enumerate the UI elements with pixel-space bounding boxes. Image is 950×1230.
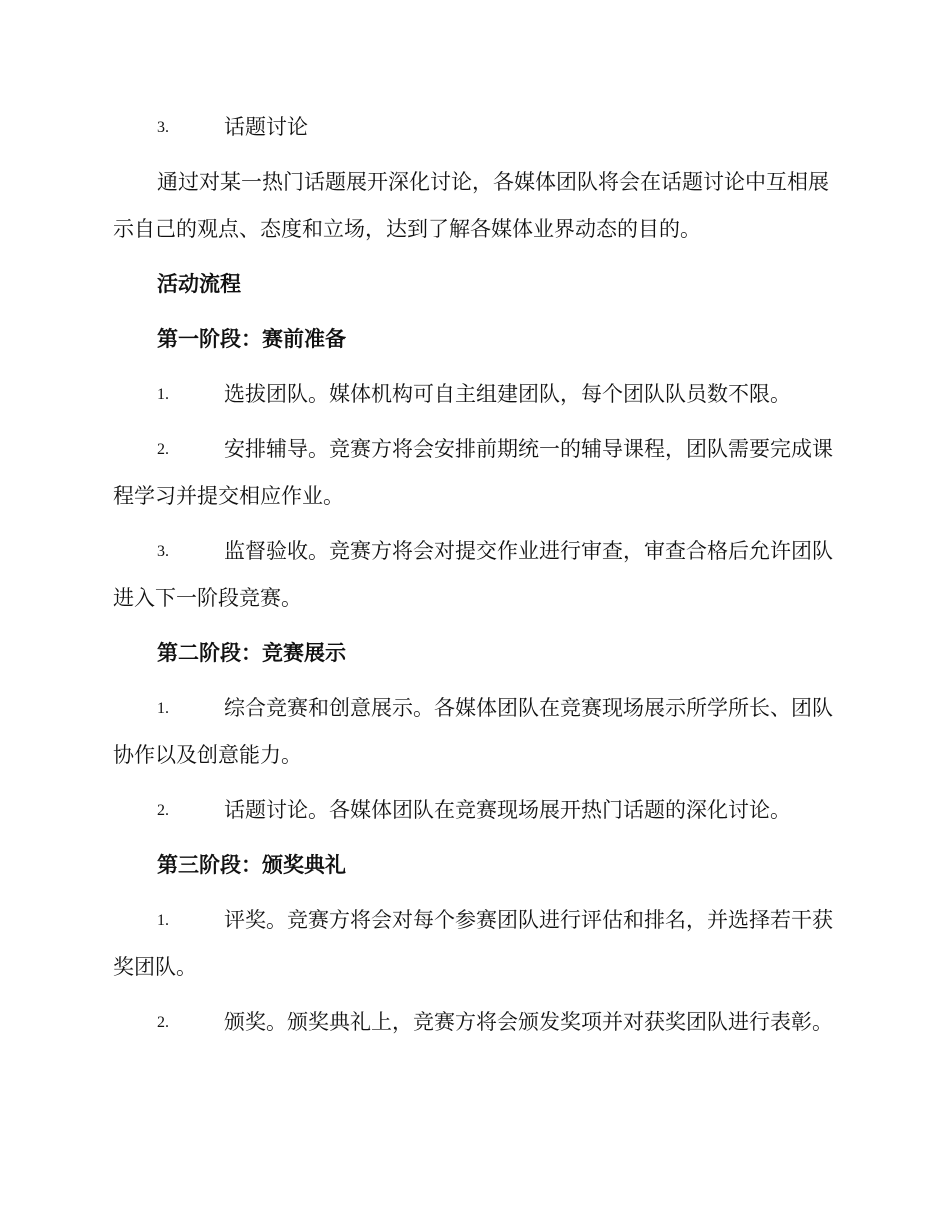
stage-heading: 第一阶段：赛前准备 [157, 327, 346, 351]
list-number: 3. [157, 543, 169, 560]
list-item-text: 话题讨论 [224, 115, 308, 139]
list-number: 2. [157, 1014, 169, 1031]
list-number: 2. [157, 802, 169, 819]
list-item-text: 话题讨论。各媒体团队在竞赛现场展开热门话题的深化讨论。 [224, 798, 791, 822]
list-number: 1. [157, 700, 169, 717]
list-item [113, 104, 837, 151]
list-item-text: 选拔团队。媒体机构可自主组建团队，每个团队队员数不限。 [224, 382, 791, 406]
list-item [113, 426, 837, 520]
list-item [113, 999, 837, 1046]
list-number: 2. [157, 441, 169, 458]
list-item-text: 监督验收。竞赛方将会对提交作业进行审查，审查合格后允许团队进入下一阶段竞赛。 [113, 539, 833, 610]
paragraph: 通过对某一热门话题展开深化讨论，各媒体团队将会在话题讨论中互相展示自己的观点、态度和立场，达到了解各媒体业界动态的目的。 [113, 170, 829, 241]
list-item [113, 897, 837, 991]
list-number: 1. [157, 912, 169, 929]
list-item [113, 685, 837, 779]
stage-heading: 第二阶段：竞赛展示 [157, 641, 346, 665]
list-number: 1. [157, 386, 169, 403]
list-item [113, 528, 837, 622]
section-heading: 活动流程 [157, 272, 241, 296]
list-item-text: 颁奖。颁奖典礼上，竞赛方将会颁发奖项并对获奖团队进行表彰。 [224, 1010, 833, 1034]
document-body [113, 104, 837, 1054]
list-item-text: 评奖。竞赛方将会对每个参赛团队进行评估和排名，并选择若干获奖团队。 [113, 908, 833, 979]
list-item [113, 371, 837, 418]
list-item [113, 787, 837, 834]
list-item-text: 安排辅导。竞赛方将会安排前期统一的辅导课程，团队需要完成课程学习并提交相应作业。 [113, 437, 833, 508]
list-number: 3. [157, 119, 169, 136]
stage-heading: 第三阶段：颁奖典礼 [157, 853, 346, 877]
list-item-text: 综合竞赛和创意展示。各媒体团队在竞赛现场展示所学所长、团队协作以及创意能力。 [113, 696, 833, 767]
